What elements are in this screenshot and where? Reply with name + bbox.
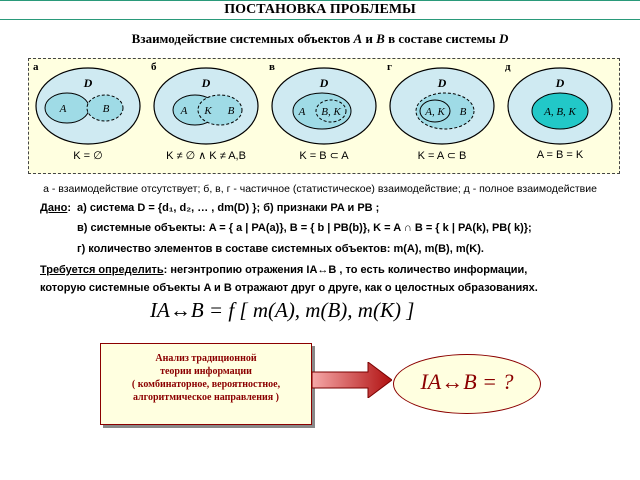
label-d: D bbox=[83, 76, 93, 90]
panel-letter: в bbox=[269, 61, 275, 73]
label-a: A bbox=[59, 103, 67, 115]
venn-diagram-a bbox=[29, 59, 147, 149]
subtitle-b: B bbox=[376, 31, 385, 46]
analysis-line-2: теории информации bbox=[160, 366, 252, 377]
label-d: D bbox=[201, 76, 211, 90]
label-d: D bbox=[437, 76, 447, 90]
right-arrow-icon bbox=[312, 362, 392, 398]
panel-letter: г bbox=[387, 61, 392, 73]
panel-formula: K = ∅ bbox=[73, 150, 103, 162]
given-label: Дано bbox=[40, 202, 68, 214]
subtitle-suffix: в составе системы bbox=[388, 31, 496, 46]
venn-diagram-g bbox=[383, 59, 501, 149]
panel-formula: A = B = K bbox=[536, 149, 584, 161]
label-abk: A, B, K bbox=[544, 106, 576, 118]
panel-v bbox=[265, 59, 383, 173]
title-bar bbox=[0, 0, 640, 20]
panel-g bbox=[383, 59, 501, 173]
main-formula: IA↔B = f [ m(A), m(B), m(K) ] bbox=[150, 298, 415, 322]
label-ak: A, K bbox=[425, 106, 445, 118]
given-colon: : bbox=[67, 202, 71, 214]
required-line-2: которую системные объекты A и B отражают друг о друге, как о целостных образованиях. bbox=[40, 282, 538, 294]
subtitle-d: D bbox=[498, 31, 509, 46]
label-b: B bbox=[102, 103, 110, 115]
result-ellipse bbox=[393, 354, 541, 414]
set-a-ellipse bbox=[45, 93, 89, 123]
result-text: IA↔B = ? bbox=[420, 369, 514, 394]
page-title: ПОСТАНОВКА ПРОБЛЕМЫ bbox=[224, 2, 416, 17]
required-text-1: : негэнтропию отражения IA↔B , то есть количество информации, bbox=[163, 264, 528, 276]
analysis-line-1: Анализ традиционной bbox=[155, 353, 257, 364]
panel-formula: K ≠ ∅ ∧ K ≠ A,B bbox=[166, 150, 246, 162]
legend-caption: а - взаимодействие отсутствует; б, в, г - частичное (статистическое) взаимодействие; д - полное взаимодействие bbox=[43, 183, 597, 195]
panel-b bbox=[147, 59, 265, 173]
panel-letter: д bbox=[505, 61, 511, 73]
venn-diagram-v bbox=[265, 59, 383, 149]
given-line-3: г) количество элементов в составе системных объектов: m(A), m(B), m(K). bbox=[77, 243, 484, 255]
required-label: Требуется определить bbox=[40, 264, 164, 276]
analysis-box bbox=[100, 343, 312, 425]
panel-formula: K = B ⊂ A bbox=[299, 150, 349, 162]
label-d: D bbox=[319, 76, 329, 90]
given-block bbox=[40, 202, 71, 214]
label-d: D bbox=[555, 76, 565, 90]
analysis-text bbox=[101, 352, 311, 404]
label-bk: B, K bbox=[321, 106, 341, 118]
given-line-1: а) система D = {d₁, d₂, … , dm(D) }; б) признаки PA и PB ; bbox=[77, 202, 380, 214]
label-a: A bbox=[180, 105, 188, 117]
subtitle-prefix: Взаимодействие системных объектов bbox=[131, 31, 351, 46]
panel-letter: а bbox=[33, 61, 39, 73]
label-b: B bbox=[227, 105, 235, 117]
subtitle bbox=[0, 31, 640, 47]
given-line-2: в) системные объекты: A = { a | PA(a)}, B = { b | PB(b)}, K = A ∩ B = { k | PA(k), PB( k)}; bbox=[77, 222, 532, 234]
label-a: A bbox=[298, 106, 306, 118]
panel-d bbox=[501, 59, 619, 173]
panel-formula: K = A ⊂ B bbox=[417, 150, 467, 162]
subtitle-a: A bbox=[353, 31, 363, 46]
label-k: K bbox=[204, 105, 212, 117]
label-b: B bbox=[459, 106, 467, 118]
required-line-1 bbox=[40, 264, 527, 276]
venn-diagram-b bbox=[147, 59, 265, 149]
analysis-line-4: алгоритмическое направления ) bbox=[132, 392, 280, 403]
venn-diagram-d bbox=[501, 59, 619, 149]
title-line-top bbox=[0, 0, 640, 1]
analysis-line-3: ( комбинаторное, вероятностное, bbox=[131, 379, 281, 390]
panel-letter: б bbox=[151, 61, 157, 73]
panel-a bbox=[29, 59, 147, 173]
venn-panels bbox=[28, 58, 620, 174]
title-line-bottom bbox=[0, 19, 640, 20]
subtitle-and: и bbox=[365, 31, 373, 46]
